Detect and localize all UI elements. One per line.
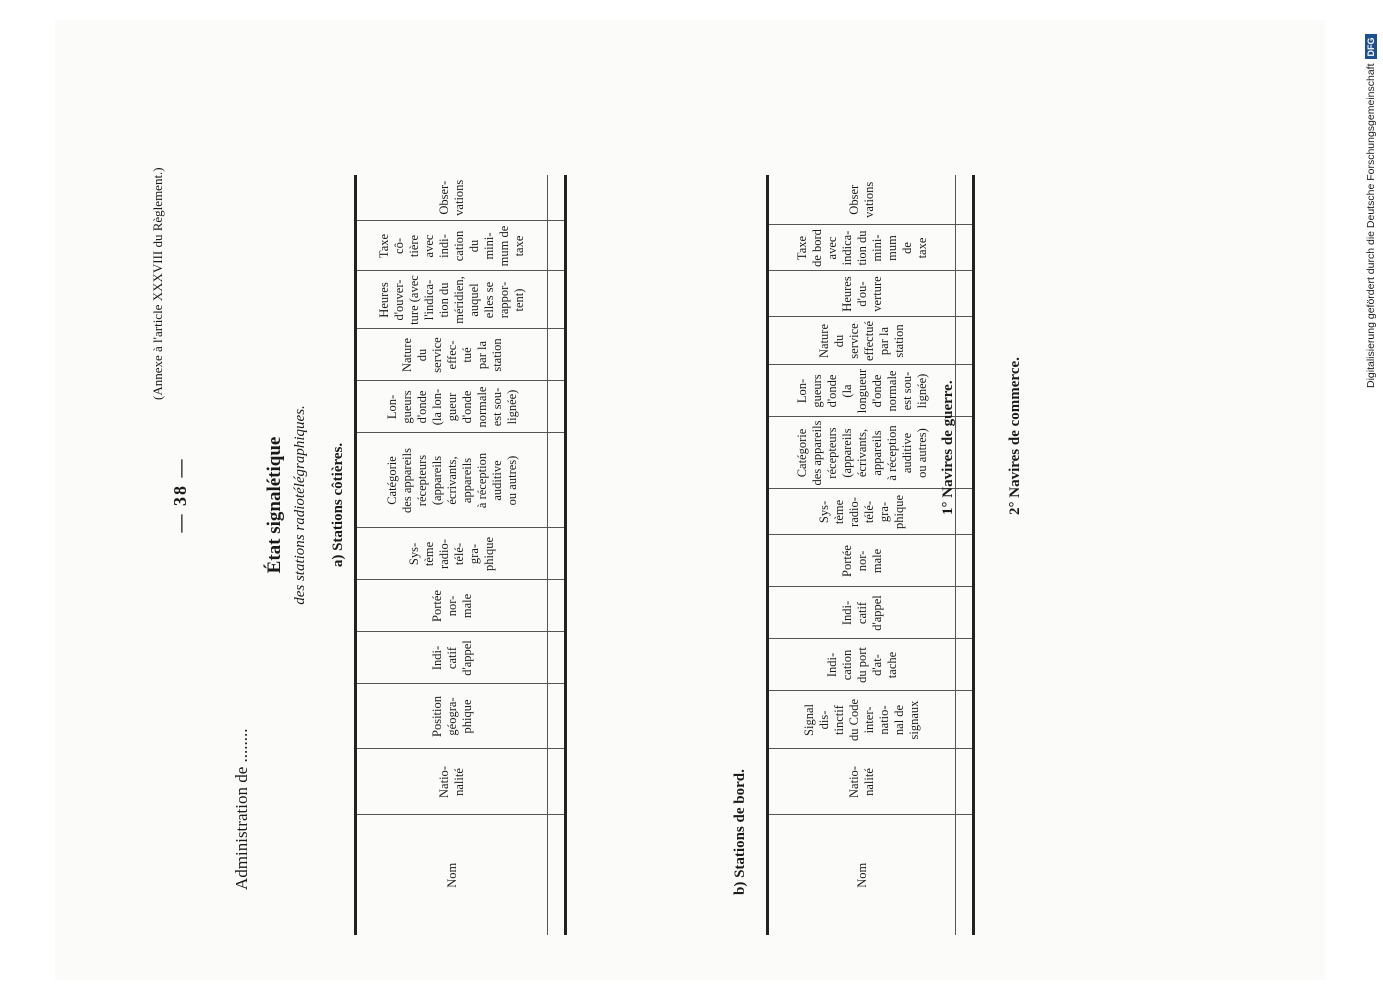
coastal-header-8: Nature du service effec- tué par la station	[356, 329, 548, 381]
ship-empty-cell	[956, 175, 974, 225]
ship-empty-cell	[956, 271, 974, 317]
ship-empty-cell	[956, 417, 974, 489]
ship-empty-cell	[956, 365, 974, 417]
coastal-header-3: Indi- catif d'appel	[356, 632, 548, 684]
coastal-empty-cell	[548, 271, 566, 329]
merchant-ships-label: 2° Navires de commerce.	[1007, 357, 1023, 515]
ship-empty-cell	[956, 815, 974, 935]
coastal-header-4: Portée nor- male	[356, 580, 548, 632]
dfg-logo: DFG	[1365, 34, 1377, 59]
ship-empty-cell	[956, 225, 974, 271]
coastal-empty-cell	[548, 329, 566, 381]
coastal-empty-cell	[548, 815, 566, 935]
coastal-header-0: Nom	[356, 815, 548, 935]
ship-header-1: Natio- nalité	[768, 749, 956, 815]
ship-empty-cell	[956, 749, 974, 815]
ship-header-2: Signal dis- tinctif du Code inter- natio- nal de signaux	[768, 691, 956, 749]
coastal-empty-cell	[548, 175, 566, 221]
coastal-empty-cell	[548, 632, 566, 684]
section-a-title: a) Stations côtières.	[330, 442, 346, 568]
ship-stations-table	[766, 175, 975, 935]
ship-header-3: Indi- cation du port d'at- tache	[768, 639, 956, 691]
dfg-watermark-text: Digitalisierung gefördert durch die Deutsche Forschungsgemeinschaft	[1365, 63, 1377, 388]
dfg-watermark	[1361, 8, 1381, 388]
ship-empty-cell	[956, 489, 974, 535]
rotated-document	[140, 75, 1383, 935]
coastal-header-10: Taxe cô- tière avec indi- cation du mini- mum de taxe	[356, 221, 548, 271]
warships-label: 1° Navires de guerre.	[940, 380, 956, 515]
coastal-header-2: Position géogra- phique	[356, 684, 548, 749]
coastal-header-1: Natio- nalité	[356, 749, 548, 815]
coastal-empty-cell	[548, 749, 566, 815]
ship-header-11: Taxe de bord avec indica- tion du mini- mum de taxe	[768, 225, 956, 271]
coastal-stations-table	[354, 175, 567, 935]
ship-empty-cell	[956, 317, 974, 365]
ship-header-12: Obser vations	[768, 175, 956, 225]
ship-empty-cell	[956, 587, 974, 639]
coastal-empty-cell	[548, 528, 566, 580]
coastal-header-5: Sys- tème radio- télé- gra- phique	[356, 528, 548, 580]
ship-header-0: Nom	[768, 815, 956, 935]
ship-header-4: Indi- catif d'appel	[768, 587, 956, 639]
coastal-empty-cell	[548, 580, 566, 632]
ship-header-9: Nature du service effectué par la station	[768, 317, 956, 365]
coastal-header-9: Heures d'ouver- ture (avec l'indica- tion du méridien, auquel elles se rappor- tent)	[356, 271, 548, 329]
document-subtitle: des stations radiotélégraphiques.	[292, 405, 308, 605]
ship-header-10: Heures d'ou- verture	[768, 271, 956, 317]
coastal-header-6: Catégorie des appareils récepteurs (appareils écrivants, appareils à réception auditive ou autres)	[356, 433, 548, 528]
coastal-empty-cell	[548, 433, 566, 528]
annexe-note: (Annexe à l'article XXXVIII du Règlement.)	[150, 167, 165, 400]
coastal-empty-cell	[548, 221, 566, 271]
coastal-header-11: Obser- vations	[356, 175, 548, 221]
page-number: — 38 —	[170, 457, 190, 533]
ship-header-5: Portée nor- male	[768, 535, 956, 587]
coastal-empty-cell	[548, 684, 566, 749]
ship-header-6: Sys- tème radio- télé- gra- phique	[768, 489, 956, 535]
ship-header-7: Catégorie des appareils récepteurs (appareils écrivants, appareils à réception auditive ou autres)	[768, 417, 956, 489]
coastal-header-7: Lon- gueurs d'onde (la lon- gueur d'onde normale est sou- lignée)	[356, 381, 548, 433]
ship-header-8: Lon- gueurs d'onde (la longueur d'onde normale est sou- lignée)	[768, 365, 956, 417]
ship-empty-cell	[956, 691, 974, 749]
coastal-empty-cell	[548, 381, 566, 433]
section-b-title: b) Stations de bord.	[732, 769, 748, 895]
ship-empty-cell	[956, 535, 974, 587]
document-title: État signalétique	[264, 436, 285, 574]
administration-line: Administration de ........	[232, 728, 251, 890]
ship-empty-cell	[956, 639, 974, 691]
